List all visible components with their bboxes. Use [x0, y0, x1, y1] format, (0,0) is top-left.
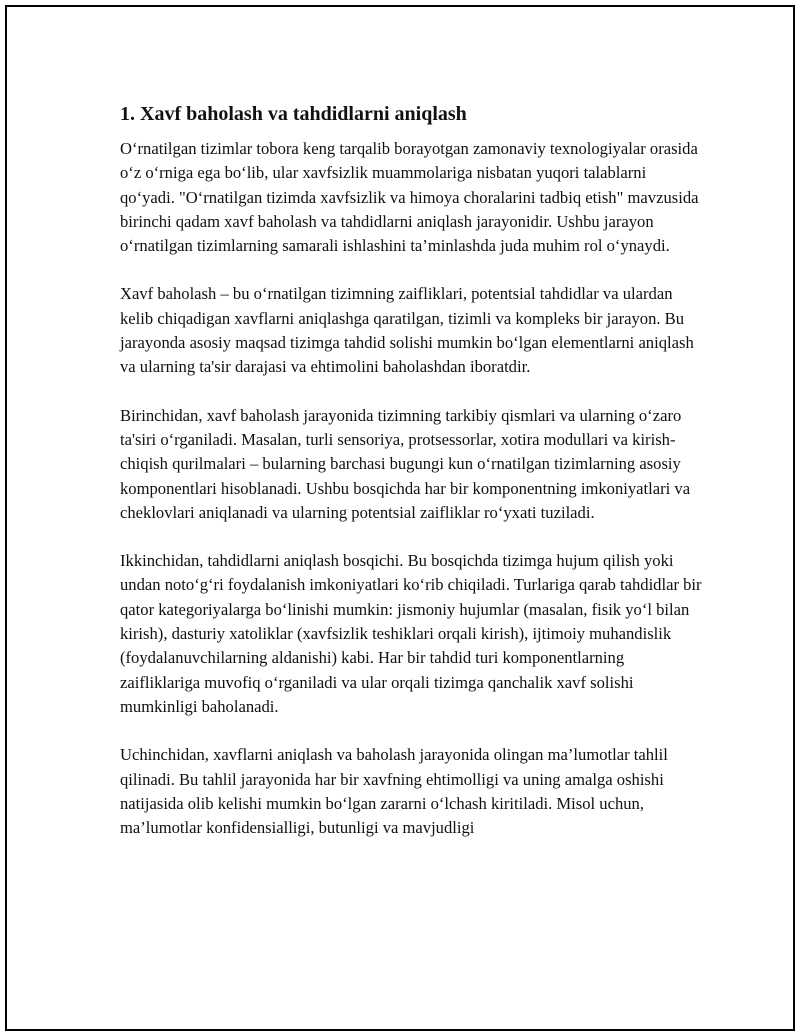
- document-body: [120, 101, 702, 864]
- paragraph-second-step: Ikkinchidan, tahdidlarni aniqlash bosqichi. Bu bosqichda tizimga hujum qilish yoki undan noto‘g‘ri foydalanish imkoniyatlari ko‘rib chiqiladi. Turlariga qarab tahdidlar bir qator kategoriyalarga bo‘linishi mumkin: jismoniy hujumlar (masalan, fisik yo‘l bilan kirish), dasturiy xatoliklar (xavfsizlik teshiklari orqali kirish), ijtimoiy muhandislik (foydalanuvchilarning aldanishi) kabi. Har bir tahdid turi komponentlarning zaifliklariga muvofiq o‘rganiladi va ular orqali tizimga qanchalik xavf solishi mumkinligi baholanadi.: [120, 551, 702, 716]
- paragraph-first-step: Birinchidan, xavf baholash jarayonida tizimning tarkibiy qismlari va ularning o‘zaro ta'siri o‘rganiladi. Masalan, turli sensoriya, protsessorlar, xotira modullari va kirish-chiqish qurilmalari – bularning barchasi bugungi kun o‘rnatilgan tizimlarning asosiy komponentlari hisoblanadi. Ushbu bosqichda har bir komponentning imkoniyatlari va cheklovlari aniqlanadi va ularning potentsial zaifliklar ro‘yxati tuziladi.: [120, 405, 691, 522]
- paragraph-definition: Xavf baholash – bu o‘rnatilgan tizimning zaifliklari, potentsial tahdidlar va ulardan kelib chiqadigan xavflarni aniqlashga qaratilgan, tizimli va kompleks bir jarayon. Bu jarayonda asosiy maqsad tizimga tahdid solishi mumkin bo‘lgan elementlarni aniqlash va ularning ta'sir darajasi va ehtimolini baholashdan iboratdir.: [120, 284, 694, 377]
- page-frame: [5, 5, 795, 1031]
- paragraph-intro: O‘rnatilgan tizimlar tobora keng tarqalib borayotgan zamonaviy texnologiyalar orasida o‘z o‘rniga ega bo‘lib, ular xavfsizlik muammolariga nisbatan yuqori talablarni qo‘yadi. "O‘rnatilgan tizimda xavfsizlik va himoya choralarini tadbiq etish" mavzusida birinchi qadam xavf baholash va tahdidlarni aniqlash jarayonidir. Ushbu jarayon o‘rnatilgan tizimlarning samarali ishlashini ta’minlashda juda muhim rol o‘ynaydi.: [120, 139, 699, 256]
- section-heading: 1. Xavf baholash va tahdidlarni aniqlash: [120, 103, 467, 125]
- paragraph-third-step: Uchinchidan, xavflarni aniqlash va baholash jarayonida olingan ma’lumotlar tahlil qilinadi. Bu tahlil jarayonida har bir xavfning ehtimolligi va uning amalga oshishi natijasida olib kelishi mumkin bo‘lgan zararni o‘lchash kiritiladi. Misol uchun, ma’lumotlar konfidensialligi, butunligi va mavjudligi: [120, 745, 668, 838]
